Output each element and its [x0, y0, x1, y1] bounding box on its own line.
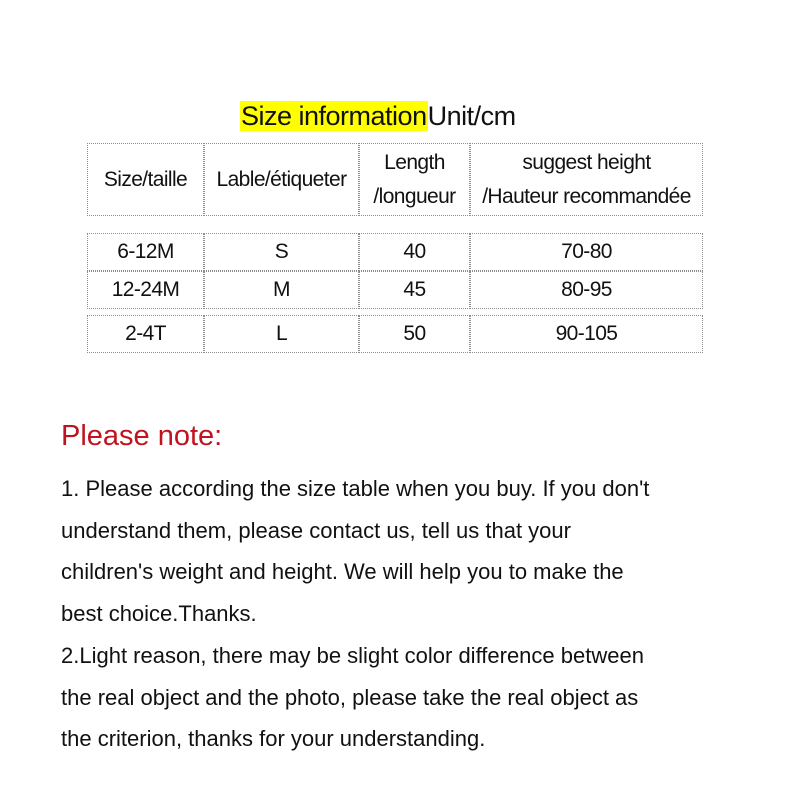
- table-cell: 12-24M: [87, 271, 204, 309]
- header-length-line1: Length: [384, 150, 445, 174]
- header-label: [204, 143, 359, 216]
- header-length-line2: /longueur: [373, 184, 456, 208]
- note-line: children's weight and height. We will help you to make the: [61, 559, 624, 585]
- note-line: best choice.Thanks.: [61, 601, 257, 627]
- header-height-line2: /Hauteur recommandée: [482, 184, 691, 208]
- table-cell: 45: [359, 271, 470, 309]
- table-cell: M: [204, 271, 359, 309]
- header-size-label: Size/taille: [103, 167, 188, 191]
- header-label-label: Lable/étiqueter: [216, 167, 347, 191]
- header-height-line1: suggest height: [522, 150, 651, 174]
- note-title: Please note:: [61, 420, 223, 452]
- table-cell: L: [204, 315, 359, 353]
- note-line: the real object and the photo, please take the real object as: [61, 684, 639, 710]
- table-cell: 80-95: [470, 271, 703, 309]
- table-cell: 6-12M: [87, 233, 204, 271]
- table-cell: 2-4T: [87, 315, 204, 353]
- note-line: the criterion, thanks for your understanding.: [61, 726, 486, 752]
- table-cell: S: [204, 233, 359, 271]
- header-length: [359, 143, 470, 216]
- table-cell: 40: [359, 233, 470, 271]
- size-info-title: [240, 96, 516, 136]
- table-cell: 50: [359, 315, 470, 353]
- table-cell: 70-80: [470, 233, 703, 271]
- note-line: 1. Please according the size table when you buy. If you don't: [61, 476, 650, 501]
- note-body: [61, 468, 761, 760]
- note-line: 2.Light reason, there may be slight color difference between: [61, 642, 644, 668]
- title-highlight: Size information: [241, 101, 427, 131]
- header-height: [470, 143, 703, 216]
- table-cell: 90-105: [470, 315, 703, 353]
- note-line: understand them, please contact us, tell us that your: [61, 517, 571, 543]
- header-size: [87, 143, 204, 216]
- title-unit: Unit/cm: [427, 101, 516, 131]
